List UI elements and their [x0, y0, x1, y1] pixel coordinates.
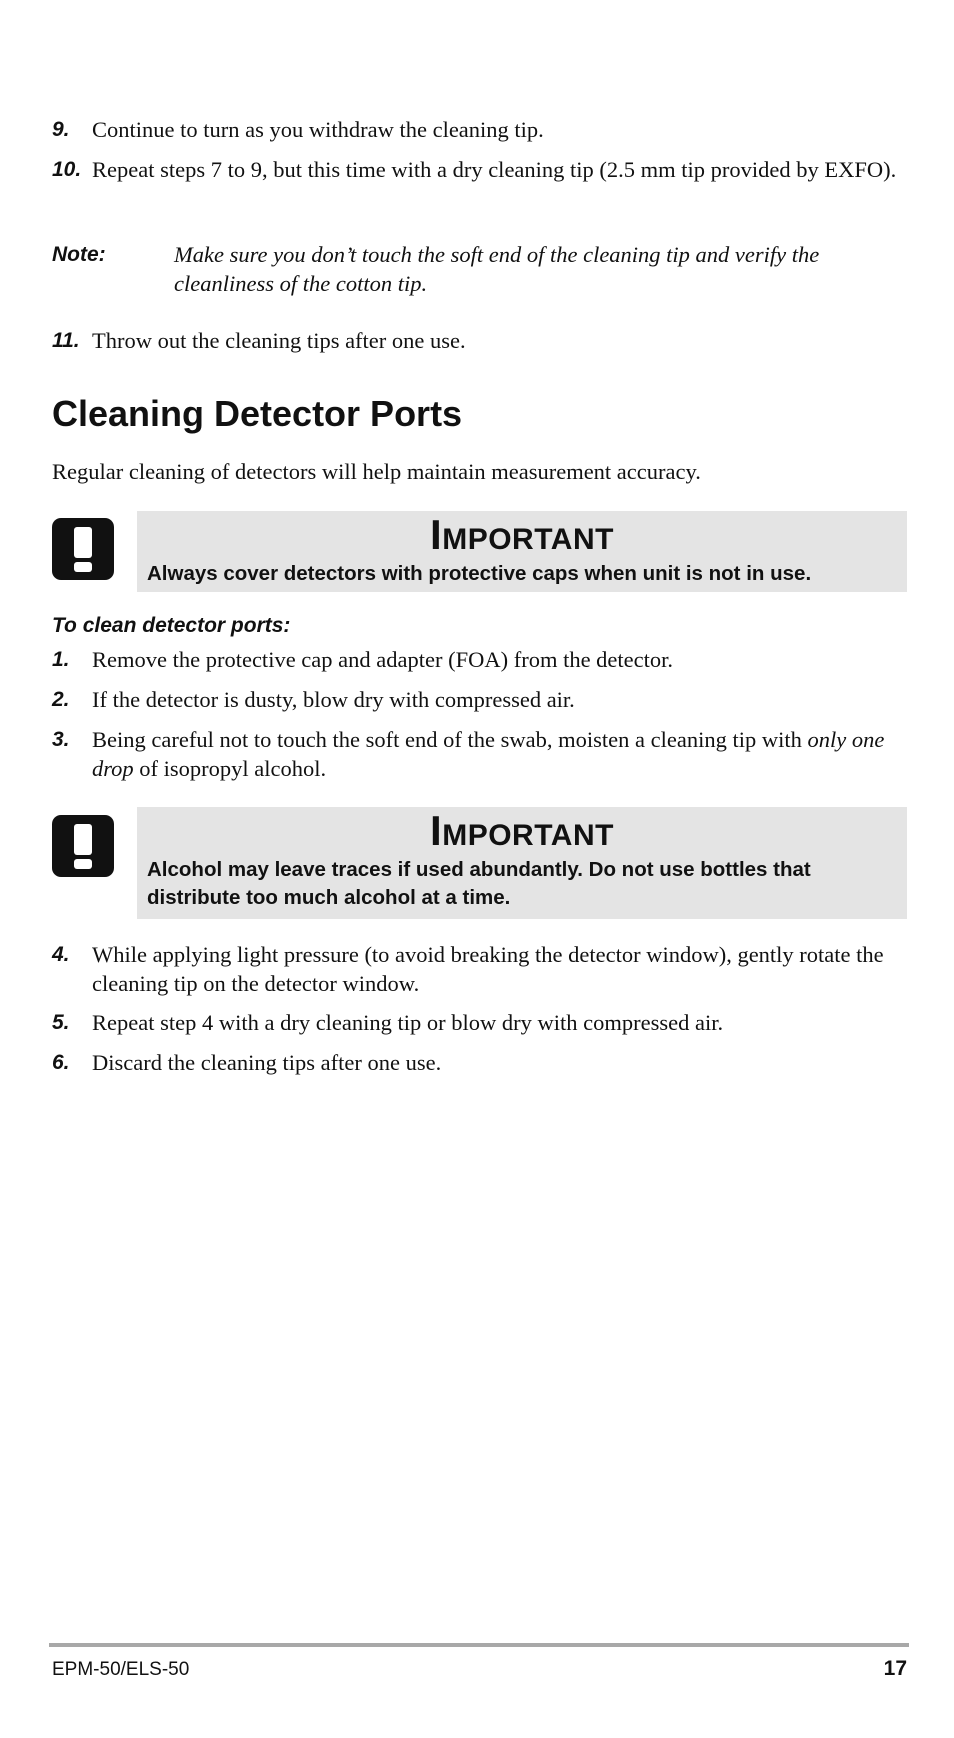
step-number: 2.	[52, 688, 70, 711]
step-number: 4.	[52, 943, 70, 966]
step-text: Throw out the cleaning tips after one use.	[92, 328, 466, 353]
step-1	[52, 645, 912, 674]
step-number: 11.	[52, 329, 80, 352]
manual-page	[52, 0, 912, 1738]
note	[52, 240, 912, 298]
section-heading: Cleaning Detector Ports	[52, 393, 463, 434]
step-text: Repeat step 4 with a dry cleaning tip or blow dry with compressed air.	[92, 1010, 724, 1035]
step-text: Continue to turn as you withdraw the cleaning tip.	[92, 117, 544, 142]
exclamation-icon	[52, 518, 114, 580]
step-number: 1.	[52, 648, 70, 671]
step-text: Being careful not to touch the soft end of the swab, moisten a cleaning tip with only one drop of isopropyl alcohol.	[92, 727, 885, 781]
important-callout	[137, 511, 907, 592]
important-callout	[137, 807, 907, 919]
step-text: Discard the cleaning tips after one use.	[92, 1050, 442, 1075]
step-text: If the detector is dusty, blow dry with compressed air.	[92, 687, 575, 712]
step-3	[52, 725, 912, 783]
emphasis: only one drop	[92, 727, 885, 781]
step-9	[52, 115, 912, 144]
step-text: Remove the protective cap and adapter (FOA) from the detector.	[92, 647, 674, 672]
step-4	[52, 940, 912, 998]
step-6	[52, 1048, 912, 1077]
callout-text: Alcohol may leave traces if used abundantly. Do not use bottles that distribute too much alcohol at a time.	[147, 858, 811, 909]
footer-product: EPM-50/ELS-50	[52, 1659, 190, 1680]
note-label: Note:	[52, 243, 106, 266]
exclamation-icon	[52, 815, 114, 877]
step-number: 5.	[52, 1011, 70, 1034]
note-text: Make sure you don’t touch the soft end of the cleaning tip and verify the cleanliness of the cotton tip.	[174, 242, 820, 296]
page-number: 17	[883, 1657, 907, 1680]
step-10	[52, 155, 912, 184]
step-5	[52, 1008, 912, 1037]
step-number: 9.	[52, 118, 70, 141]
step-number: 10.	[52, 158, 82, 181]
step-text: Repeat steps 7 to 9, but this time with a dry cleaning tip (2.5 mm tip provided by EXFO).	[92, 157, 897, 182]
callout-title: IMPORTANT	[430, 511, 614, 558]
section-intro: Regular cleaning of detectors will help maintain measurement accuracy.	[52, 459, 701, 484]
callout-title: IMPORTANT	[430, 807, 614, 854]
callout-text: Always cover detectors with protective caps when unit is not in use.	[147, 562, 812, 585]
step-number: 6.	[52, 1051, 70, 1074]
procedure-title: To clean detector ports:	[52, 614, 291, 637]
step-2	[52, 685, 912, 714]
footer-divider	[49, 1643, 909, 1647]
step-text: While applying light pressure (to avoid breaking the detector window), gently rotate the cleaning tip on the detector window.	[92, 942, 884, 996]
step-11	[52, 326, 912, 355]
step-number: 3.	[52, 728, 70, 751]
